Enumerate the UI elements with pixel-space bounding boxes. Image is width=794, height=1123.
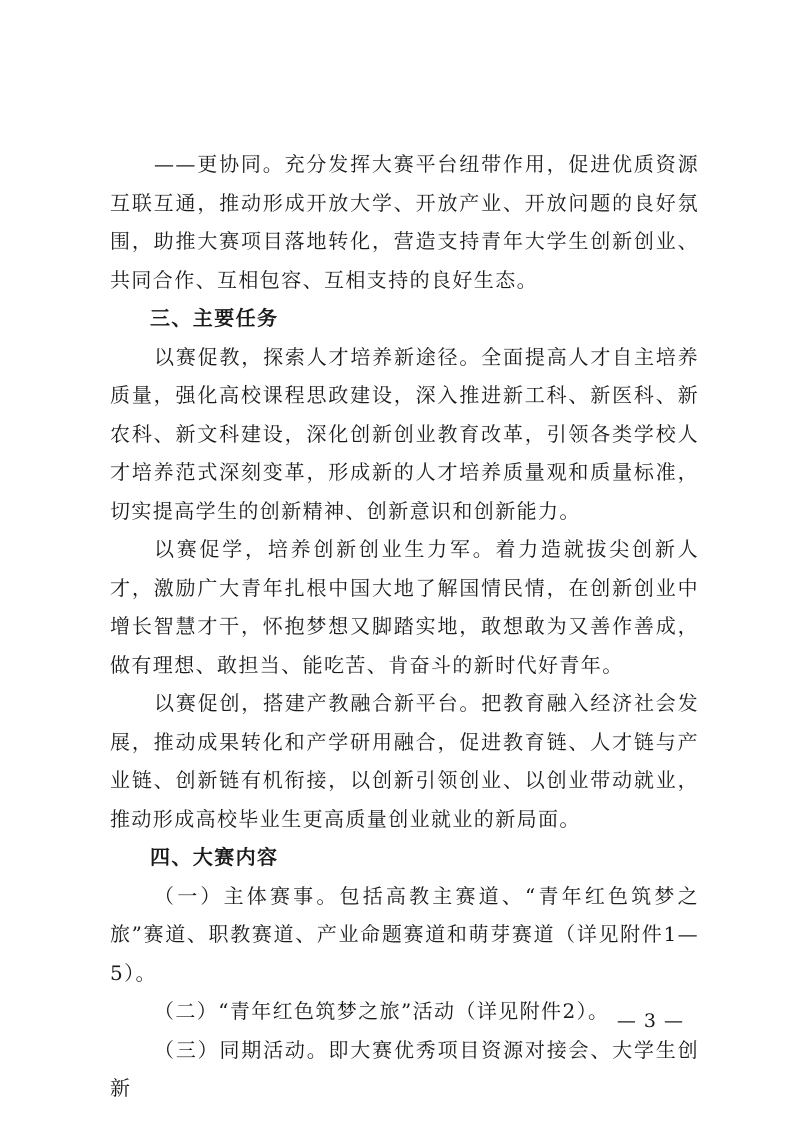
- paragraph-red-dream-activity: （二）“青年红色筑梦之旅”活动（详见附件2）。: [154, 999, 610, 1023]
- paragraph-cuchuang: 以赛促创，搭建产教融合新平台。把教育融入经济社会发展，推动成果转化和产学研用融合，促进教育链、人才链与产业链、创新链有机衔接，以创新引领创业、以创业带动就业，推动形成高校毕业生更高质量创业就业的新局面。: [110, 691, 699, 831]
- paragraph-concurrent-activities: （三）同期活动。即大赛优秀项目资源对接会、大学生创新: [110, 1037, 699, 1100]
- section-heading-contest-content: 四、大赛内容: [150, 845, 279, 869]
- page-number: — 3 —: [616, 1010, 684, 1032]
- paragraph-xietong: ——更协同。充分发挥大赛平台纽带作用，促进优质资源互联互通，推动形成开放大学、开放产业、开放问题的良好氛围，助推大赛项目落地转化，营造支持青年大学生创新创业、共同合作、互相包容、互相支持的良好生态。: [110, 152, 699, 292]
- paragraph-cuxue: 以赛促学，培养创新创业生力军。着力造就拔尖创新人才，激励广大青年扎根中国大地了解国情民情，在创新创业中增长智慧才干，怀抱梦想又脚踏实地，敢想敢为又善作善成，做有理想、敢担当、能吃苦、肯奋斗的新时代好青年。: [110, 537, 699, 677]
- paragraph-cujiao: 以赛促教，探索人才培养新途径。全面提高人才自主培养质量，强化高校课程思政建设，深入推进新工科、新医科、新农科、新文科建设，深化创新创业教育改革，引领各类学校人才培养范式深刻变革，形成新的人才培养质量观和质量标准，切实提高学生的创新精神、创新意识和创新能力。: [110, 344, 699, 523]
- section-heading-main-tasks: 三、主要任务: [150, 306, 279, 330]
- paragraph-main-events: （一）主体赛事。包括高教主赛道、“青年红色筑梦之旅”赛道、职教赛道、产业命题赛道和萌芽赛道（详见附件1—5）。: [110, 883, 699, 985]
